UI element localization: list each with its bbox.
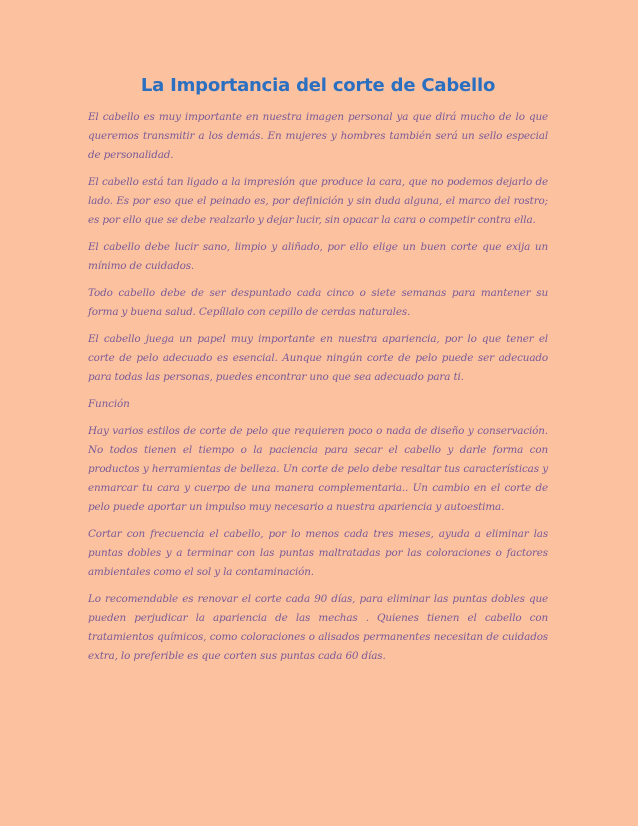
paragraph-intro: El cabello es muy importante en nuestra imagen personal ya que dirá mucho de lo que queremos transmitir a los demás. En mujeres y hombres también será un sello especial de personalidad. [88,111,548,161]
paragraph-styles: Hay varios estilos de corte de pelo que requieren poco o nada de diseño y conservación. No todos tienen el tiempo o la paciencia para secar el cabello y darle forma con productos y herramientas de belleza. Un corte de pelo debe resaltar tus características y enmarcar tu cara y cuerpo de una manera complementaria.. Un cambio en el corte de pelo puede aportar un impulso muy necesario a nuestra apariencia y autoestima. [88,425,548,513]
paragraph-face-frame: El cabello está tan ligado a la impresión que produce la cara, que no podemos dejarlo de lado. Es por eso que el peinado es, por definición y sin duda alguna, el marco del rostro; es por ello que se debe realzarlo y dejar lucir, sin opacar la cara o competir contra ella. [88,176,548,226]
section-heading-funcion: Función [88,398,130,410]
paragraph-appearance: El cabello juega un papel muy importante en nuestra apariencia, por lo que tener el corte de pelo adecuado es esencial. Aunque ningún corte de pelo puede ser adecuado para todas las personas, puedes encontrar uno que sea adecuado para ti. [88,333,548,383]
paragraph-trimming: Todo cabello debe de ser despuntado cada cinco o siete semanas para mantener su forma y buena salud. Cepíllalo con cepillo de cerdas naturales. [88,287,548,318]
paragraph-healthy-hair: El cabello debe lucir sano, limpio y aliñado, por ello elige un buen corte que exija un mínimo de cuidados. [88,241,548,272]
document-title: La Importancia del corte de Cabello [140,75,496,96]
paragraph-frequency: Cortar con frecuencia el cabello, por lo menos cada tres meses, ayuda a eliminar las puntas dobles y a terminar con las puntas maltratadas por las coloraciones o factores ambientales como el sol y la contaminación. [88,528,548,578]
paragraph-recommendation: Lo recomendable es renovar el corte cada 90 días, para eliminar las puntas dobles que pueden perjudicar la apariencia de las mechas . Quienes tienen el cabello con tratamientos químicos, como coloraciones o alisados permanentes necesitan de cuidados extra, lo preferible es que corten sus puntas cada 60 días. [88,593,548,662]
